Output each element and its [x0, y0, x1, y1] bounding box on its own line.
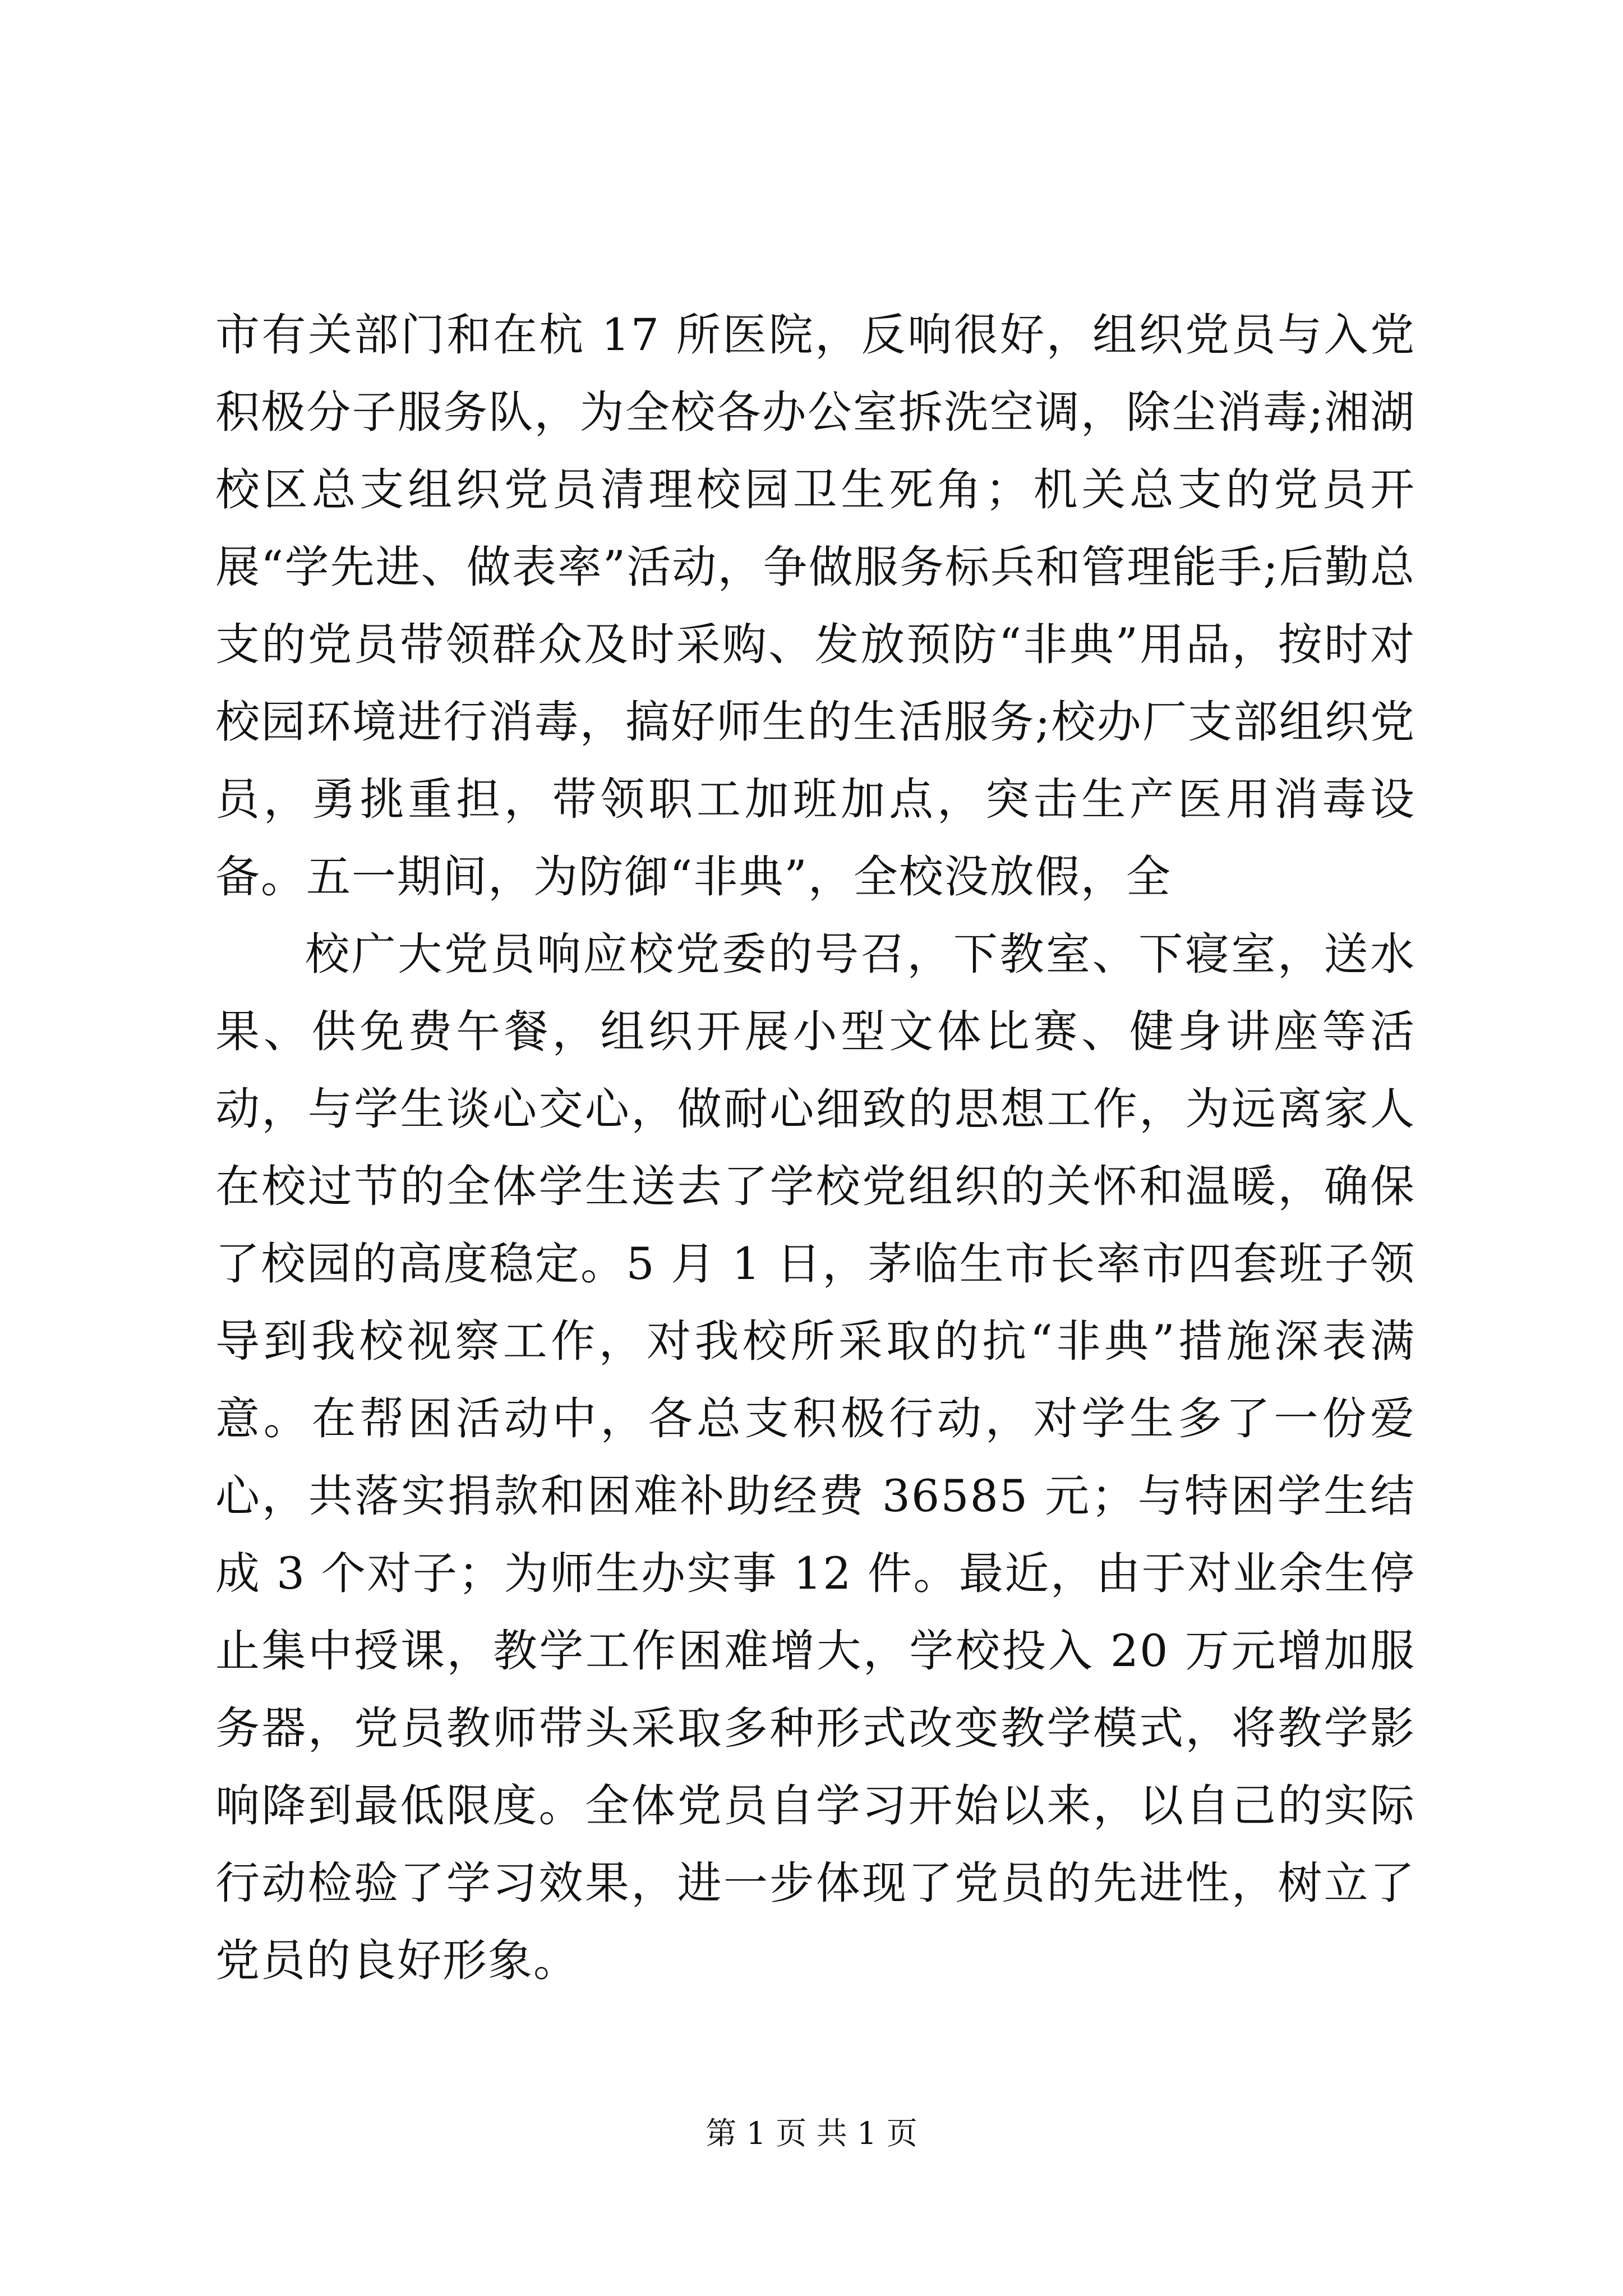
document-body [215, 296, 1415, 1999]
paragraph-2: 校广大党员响应校党委的号召，下教室、下寝室，送水果、供免费午餐，组织开展小型文体比赛、健身讲座等活动，与学生谈心交心，做耐心细致的思想工作，为远离家人在校过节的全体学生送去了学校党组织的关怀和温暖，确保了校园的高度稳定。5 月 1 日，茅临生市长率市四套班子领导到我校视察工作，对我校所采取的抗“非典”措施深表满意。在帮困活动中，各总支积极行动，对学生多了一份爱心，共落实捐款和困难补助经费 36585 元；与特困学生结成 3 个对子；为师生办实事 12 件。最近，由于对业余生停止集中授课，教学工作困难增大，学校投入 20 万元增加服务器，党员教师带头采取多种形式改变教学模式，将教学影响降到最低限度。全体党员自学习开始以来，以自己的实际行动检验了学习效果，进一步体现了党员的先进性，树立了党员的良好形象。 [215, 928, 1415, 1986]
page-footer: 第 1 页 共 1 页 [706, 2115, 917, 2151]
paragraph-1: 市有关部门和在杭 17 所医院，反响很好，组织党员与入党积极分子服务队，为全校各办公室拆洗空调，除尘消毒;湘湖校区总支组织党员清理校园卫生死角；机关总支的党员开展“学先进、做表率”活动，争做服务标兵和管理能手;后勤总支的党员带领群众及时采购、发放预防“非典”用品，按时对校园环境进行消毒，搞好师生的生活服务;校办厂支部组织党员，勇挑重担，带领职工加班加点，突击生产医用消毒设备。五一期间，为防御“非典”，全校没放假，全 [215, 309, 1415, 903]
